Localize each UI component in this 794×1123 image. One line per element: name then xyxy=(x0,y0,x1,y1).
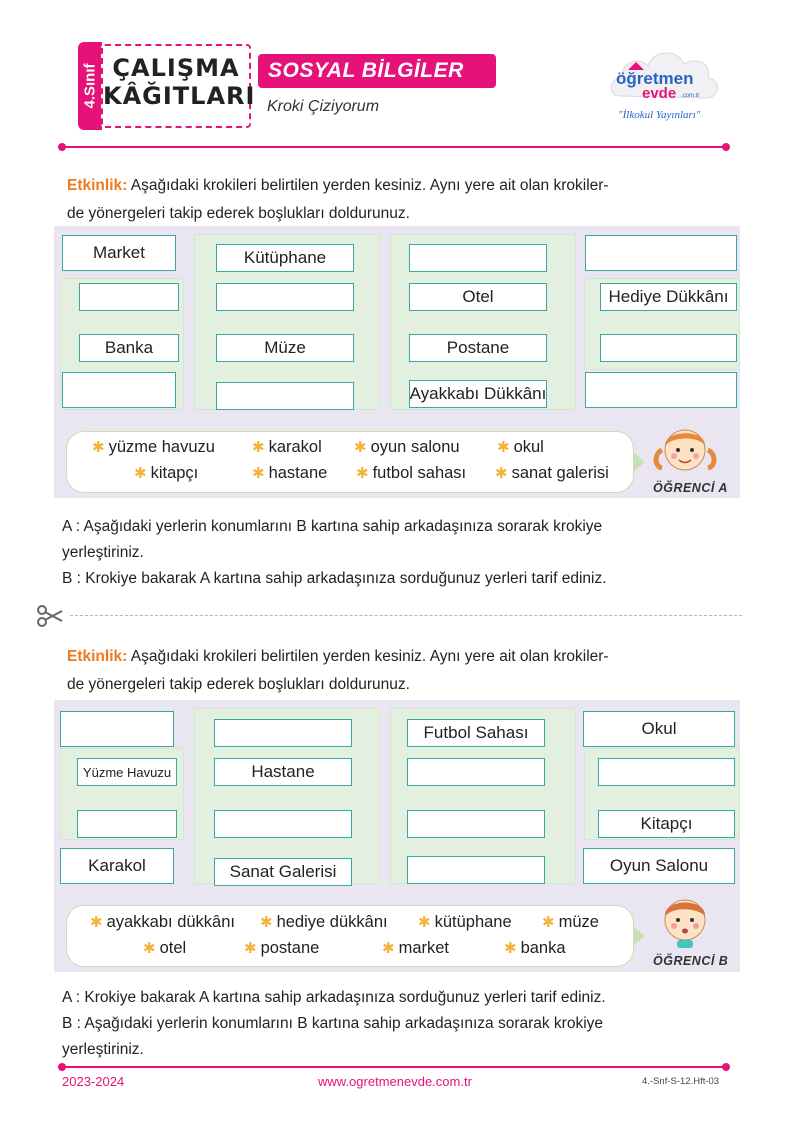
card_a-place-box[interactable]: Otel xyxy=(409,283,547,311)
subject-label: SOSYAL BİLGİLER xyxy=(268,59,464,82)
card_b-word-item: ✱ müze xyxy=(542,913,599,932)
card_b-place-box[interactable]: Futbol Sahası xyxy=(407,719,545,747)
card_b-word-item: ✱ kütüphane xyxy=(418,913,512,932)
subject-banner xyxy=(258,54,496,88)
footer-divider xyxy=(62,1066,726,1068)
instruction-b-line: B : Krokiye bakarak A kartına sahip arkadaşınıza sorduğunuz yerleri tarif ediniz. xyxy=(62,570,607,587)
card_b-place-box[interactable] xyxy=(407,856,545,884)
card_a-word-item: ✱ futbol sahası xyxy=(356,464,466,483)
activity-2-line-1: Aşağıdaki krokileri belirtilen yerden kesiniz. Aynı yere ait olan krokiler- xyxy=(130,648,609,665)
card_b-place-box[interactable]: Okul xyxy=(583,711,735,747)
card_b-word-item: ✱ otel xyxy=(143,939,186,958)
card_b-word-item: ✱ ayakkabı dükkânı xyxy=(90,913,235,932)
card_b-place-box[interactable] xyxy=(407,810,545,838)
grade-label: 4.Sınıf xyxy=(81,63,99,109)
card_a-place-box[interactable] xyxy=(585,235,737,271)
card_b-place-box[interactable] xyxy=(214,810,352,838)
card_a-word-item: ✱ hastane xyxy=(252,464,327,483)
card_b-place-box[interactable] xyxy=(60,711,174,747)
card_b-word-item: ✱ hediye dükkânı xyxy=(260,913,388,932)
instruction-a-line-1: A : Aşağıdaki yerlerin konumlarını B kartına sahip arkadaşınıza sorarak krokiye xyxy=(62,518,603,535)
instruction-a-line-2: yerleştiriniz. xyxy=(62,544,144,561)
grade-tab xyxy=(78,42,102,130)
card_a-place-box[interactable] xyxy=(409,244,547,272)
worksheet-title-box xyxy=(101,44,256,128)
card_a-place-box[interactable] xyxy=(585,372,737,408)
card_a-place-box[interactable]: Postane xyxy=(409,334,547,362)
card_a-word-item: ✱ yüzme havuzu xyxy=(92,438,215,457)
logo-domain-text: .com.tr xyxy=(681,93,700,99)
footer-url[interactable]: www.ogretmenevde.com.tr xyxy=(318,1074,472,1089)
logo-main-text: öğretmen xyxy=(616,69,694,88)
logo-sub-text: evde xyxy=(642,85,677,102)
card-a-instructions xyxy=(62,514,732,592)
card_b-place-box[interactable] xyxy=(77,810,177,838)
card_b-place-box[interactable] xyxy=(214,719,352,747)
card_a-place-box[interactable]: Müze xyxy=(216,334,354,362)
publisher-logo xyxy=(606,40,724,132)
instruction-b-line-2: yerleştiriniz. xyxy=(62,1041,144,1058)
card_a-place-box[interactable] xyxy=(216,283,354,311)
card_a-place-box[interactable]: Kütüphane xyxy=(216,244,354,272)
card_a-place-box[interactable] xyxy=(600,334,737,362)
card_a-word-item: ✱ oyun salonu xyxy=(354,438,460,457)
card_a-word-item: ✱ sanat galerisi xyxy=(495,464,609,483)
dashed-separator xyxy=(70,615,742,616)
topic-label: Kroki Çiziyorum xyxy=(267,98,380,115)
card_b-place-box[interactable]: Oyun Salonu xyxy=(583,848,735,884)
card_a-place-box[interactable]: Ayakkabı Dükkânı xyxy=(409,380,547,408)
activity-1-text xyxy=(67,172,727,228)
instruction-a-line: A : Krokiye bakarak A kartına sahip arkadaşınıza sorduğunuz yerleri tarif ediniz. xyxy=(62,989,606,1006)
card_b-place-box[interactable]: Hastane xyxy=(214,758,352,786)
card_a-word-item: ✱ karakol xyxy=(252,438,322,457)
title-line-1: ÇALIŞMA xyxy=(112,54,240,82)
instruction-b-line-1: B : Aşağıdaki yerlerin konumlarını B kartına sahip arkadaşınıza sorarak krokiye xyxy=(62,1015,604,1032)
card_b-place-box[interactable] xyxy=(407,758,545,786)
boy-face-icon xyxy=(652,890,718,952)
footer-code: 4.-Snf-S-12.Hft-03 xyxy=(642,1076,720,1087)
card_b-place-box[interactable]: Karakol xyxy=(60,848,174,884)
card_a-place-box[interactable]: Banka xyxy=(79,334,179,362)
header-divider xyxy=(62,146,726,148)
card_b-word-item: ✱ postane xyxy=(244,939,319,958)
card_b-place-box[interactable]: Sanat Galerisi xyxy=(214,858,352,886)
card_a-place-box[interactable]: Hediye Dükkânı xyxy=(600,283,737,311)
card_a-word-item: ✱ kitapçı xyxy=(134,464,198,483)
card_a-place-box[interactable] xyxy=(216,382,354,410)
card_a-place-box[interactable] xyxy=(62,372,176,408)
activity-2-text xyxy=(67,643,727,699)
card_b-word-item: ✱ banka xyxy=(504,939,566,958)
activity-1-line-1: Aşağıdaki krokileri belirtilen yerden kesiniz. Aynı yere ait olan krokiler- xyxy=(130,177,609,194)
card_b-place-box[interactable]: Kitapçı xyxy=(598,810,735,838)
activity-2-keyword: Etkinlik: xyxy=(67,648,128,665)
girl-face-icon xyxy=(652,418,718,480)
card_a-place-box[interactable] xyxy=(79,283,179,311)
card_b-place-box[interactable] xyxy=(598,758,735,786)
logo-tagline: "İlkokul Yayınları" xyxy=(618,109,701,121)
student-a-label: ÖĞRENCİ A xyxy=(653,481,728,495)
activity-1-line-2: de yönergeleri takip ederek boşlukları doldurunuz. xyxy=(67,205,410,222)
activity-2-line-2: de yönergeleri takip ederek boşlukları doldurunuz. xyxy=(67,676,410,693)
footer-year: 2023-2024 xyxy=(62,1074,125,1089)
card_a-place-box[interactable]: Market xyxy=(62,235,176,271)
scissors-icon xyxy=(36,604,64,628)
card-b-instructions xyxy=(62,985,732,1063)
cut-line xyxy=(36,604,742,628)
activity-1-keyword: Etkinlik: xyxy=(67,177,128,194)
card_b-word-item: ✱ market xyxy=(382,939,449,958)
card_b-place-box[interactable]: Yüzme Havuzu xyxy=(77,758,177,786)
title-line-2: KÂĞITLARI xyxy=(103,82,256,110)
student-b-label: ÖĞRENCİ B xyxy=(653,954,729,968)
card_a-word-item: ✱ okul xyxy=(497,438,544,457)
